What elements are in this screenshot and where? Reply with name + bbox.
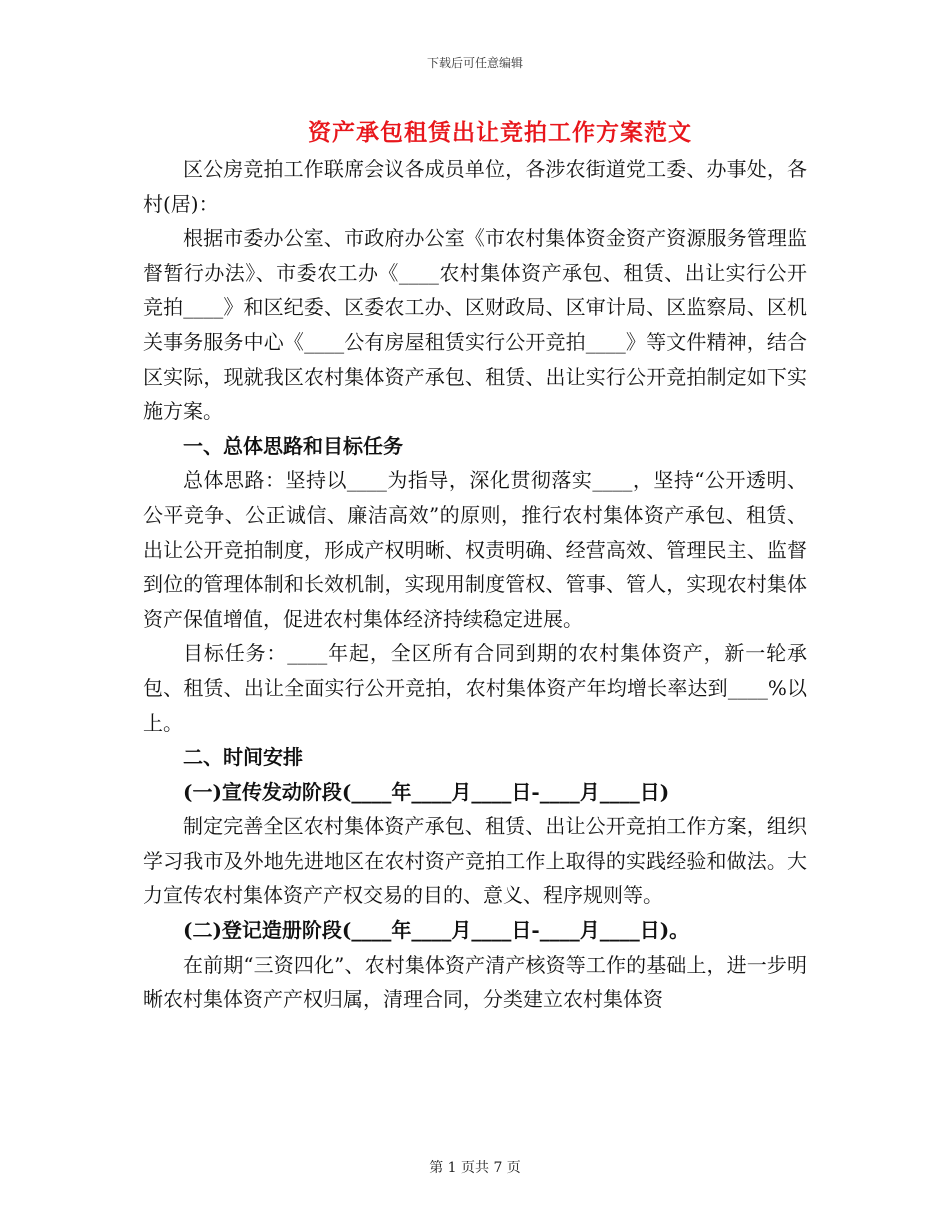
target-task-paragraph: 目标任务：____年起，全区所有合同到期的农村集体资产，新一轮承包、租赁、出让全面实行公开竞拍，农村集体资产年均增长率达到____%以上。 [143,641,807,735]
basis-paragraph: 根据市委办公室、市政府办公室《市农村集体资金资产资源服务管理监督暂行办法》、市委农工办《____农村集体资产承包、租赁、出让实行公开竞拍____》和区纪委、区委农工办、区财政局、区审计局、区监察局、区机关事务服务中心《____公有房屋租赁实行公开竞拍____》等文件精神，结合区实际，现就我区农村集体资产承包、租赁、出让实行公开竞拍制定如下实施方案。 [143,226,807,424]
registration-paragraph: 在前期“三资四化”、农村集体资产清产核资等工作的基础上，进一步明晰农村集体资产产权归属，清理合同，分类建立农村集体资 [143,952,807,1012]
salutation-paragraph: 区公房竞拍工作联席会议各成员单位，各涉农街道党工委、办事处，各村(居)： [143,157,807,216]
publicity-paragraph: 制定完善全区农村集体资产承包、租赁、出让公开竞拍工作方案，组织学习我市及外地先进地区在农村资产竞拍工作上取得的实践经验和做法。大力宣传农村集体资产产权交易的目的、意义、程序规则等。 [143,814,807,908]
overall-approach-paragraph: 总体思路：坚持以____为指导，深化贯彻落实____，坚持“公开透明、公平竞争、公正诚信、廉洁高效”的原则，推行农村集体资产承包、租赁、出让公开竞拍制度，形成产权明晰、权责明确、经营高效、管理民主、监督到位的管理体制和长效机制，实现用制度管权、管事、管人，实现农村集体资产保值增值，促进农村集体经济持续稳定进展。 [143,468,807,631]
document-title: 资产承包租赁出让竞拍工作方案范文 [308,119,692,146]
document-body [143,152,807,1017]
page-number: 第 1 页共 7 页 [429,1160,521,1176]
section-heading-1: 一、总体思路和目标任务 [183,433,403,458]
header-note: 下载后可任意编辑 [426,56,523,70]
subsection-heading-2: (二)登记造册阶段(____年____月____日-____月____日)。 [183,918,690,943]
subsection-heading-1: (一)宣传发动阶段(____年____月____日-____月____日) [183,779,670,804]
section-heading-2: 二、时间安排 [183,745,303,770]
